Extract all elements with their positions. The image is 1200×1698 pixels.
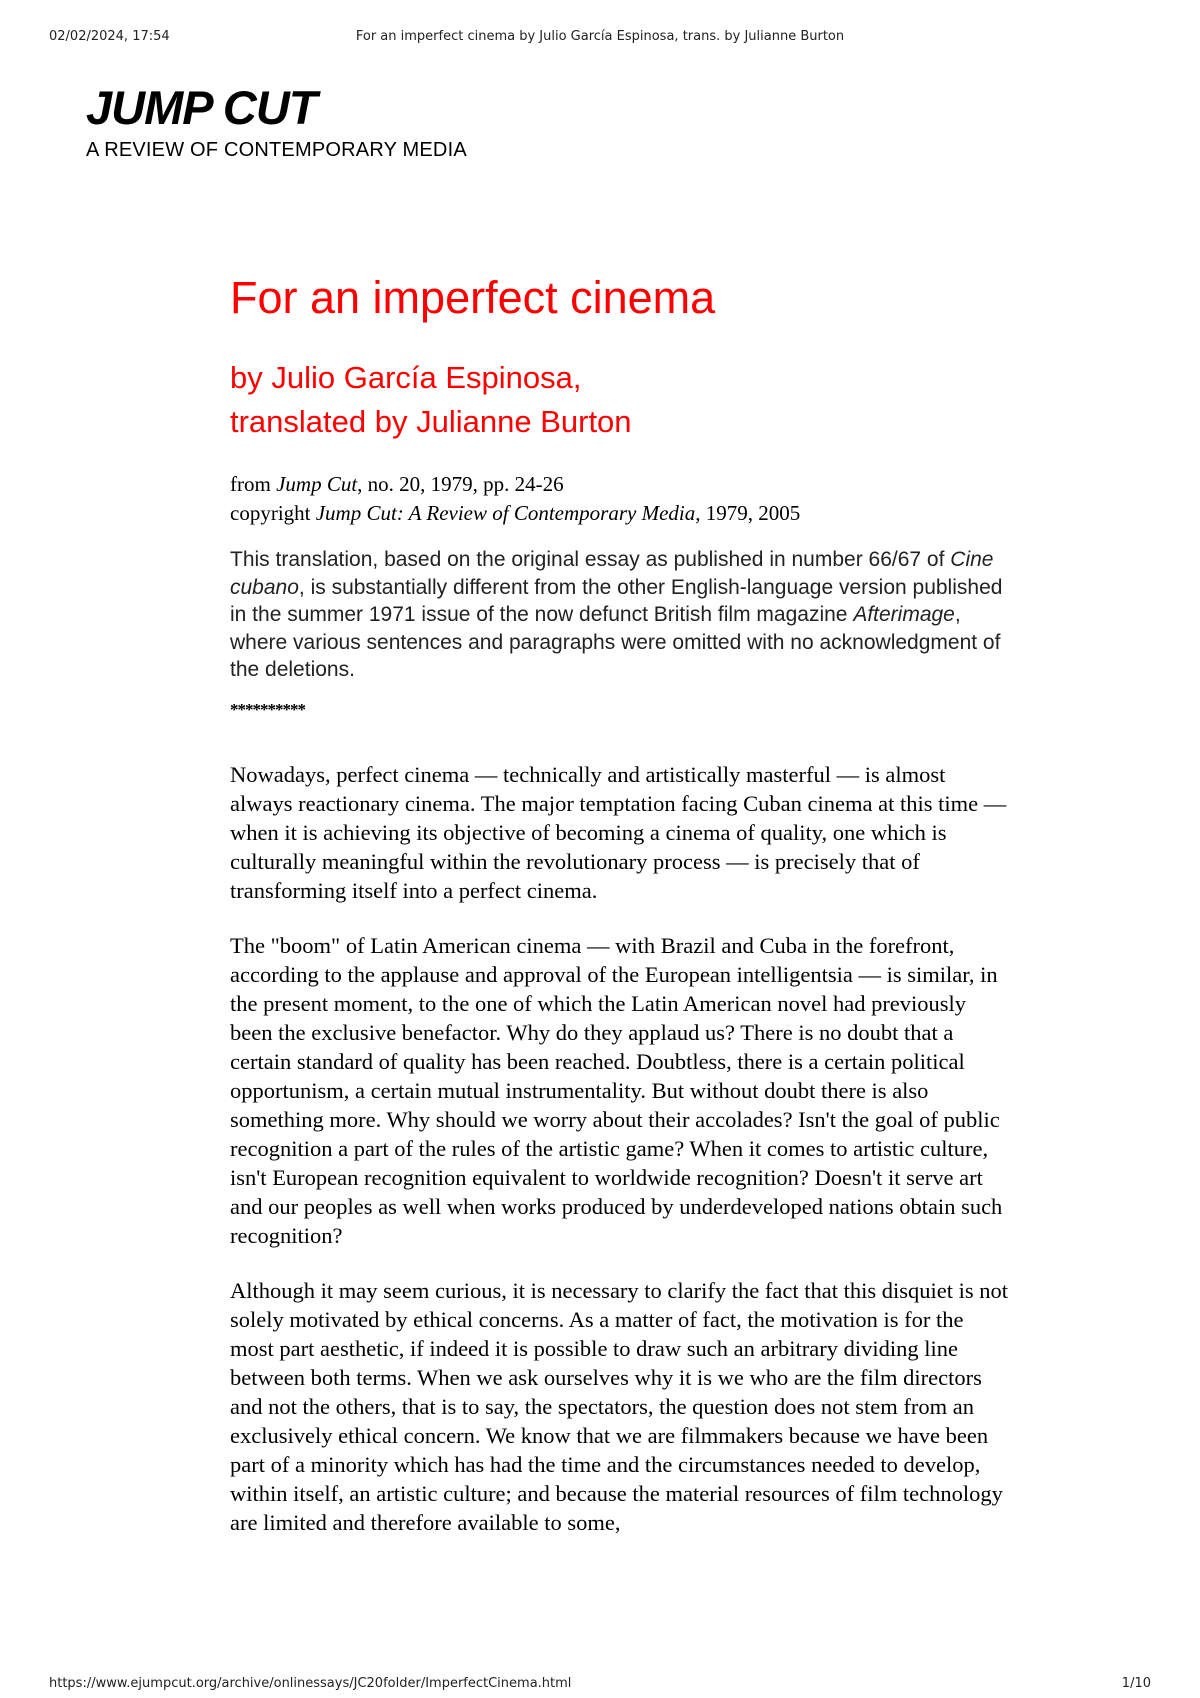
body-paragraph-1: Nowadays, perfect cinema — technically and artistically masterful — is almost always reactionary cinema. The major temptation facing Cuban cinema at this time — when it is achieving its objective of becoming a cinema of quality, one which is culturally meaningful within the revolutionary process — is precisely that of transforming itself into a perfect cinema. xyxy=(230,761,1007,903)
copyright-prefix: copyright xyxy=(230,501,316,525)
article-title: For an imperfect cinema xyxy=(230,272,716,323)
citation-copyright xyxy=(230,499,1010,528)
note-source-title: Cine cubano xyxy=(230,548,994,599)
citation-issue: , no. 20, 1979, pp. 24-26 xyxy=(357,472,564,496)
byline-translator: translated by Julianne Burton xyxy=(230,404,632,439)
citation-journal: Jump Cut xyxy=(276,472,358,496)
site-tagline: A REVIEW OF CONTEMPORARY MEDIA xyxy=(86,139,467,161)
print-footer xyxy=(49,1676,1151,1694)
copyright-journal: Jump Cut: A Review of Contemporary Media xyxy=(315,501,696,525)
note-text-1: This translation, based on the original essay as published in number 66/67 of xyxy=(230,548,951,571)
citation-from-prefix: from xyxy=(230,472,277,496)
translation-note xyxy=(230,546,1010,684)
article xyxy=(230,270,1010,1537)
citation-source xyxy=(230,470,1010,499)
print-url: https://www.ejumpcut.org/archive/onlinessays/JC20folder/ImperfectCinema.html xyxy=(49,1676,572,1691)
section-separator: ********** xyxy=(230,699,305,719)
body-paragraph-3: Although it may seem curious, it is necessary to clarify the fact that this disquiet is not solely motivated by ethical concerns. As a matter of fact, the motivation is for the most part aesthetic, if indeed it is possible to draw such an arbitrary dividing line between both terms. When we ask ourselves why it is we who are the film directors and not the others, that is to say, the spectators, the question does not stem from an exclusively ethical concern. We know that we are filmmakers because we have been part of a minority which has had the time and the circumstances needed to develop, within itself, an artistic culture; and because the material resources of film technology are limited and therefore available to some, xyxy=(230,1277,1008,1535)
byline-author: by Julio García Espinosa, xyxy=(230,360,582,395)
print-timestamp: 02/02/2024, 17:54 xyxy=(49,29,170,44)
print-page-number: 1/10 xyxy=(1121,1676,1151,1691)
note-text-2: , is substantially different from the other English-language version published in the summer 1971 issue of the now defunct British film magazine xyxy=(230,575,1003,626)
copyright-years: , 1979, 2005 xyxy=(695,501,801,525)
note-magazine-title: Afterimage xyxy=(853,603,955,626)
site-logo-text[interactable]: JUMP CUT xyxy=(86,81,317,134)
article-byline xyxy=(230,356,1010,444)
print-header xyxy=(49,29,1151,49)
citation xyxy=(230,470,1010,528)
note-text-3: , where various sentences and paragraphs were omitted with no acknowledgment of the deletions. xyxy=(230,603,1001,681)
masthead xyxy=(86,81,467,162)
body-paragraph-2: The "boom" of Latin American cinema — with Brazil and Cuba in the forefront, according to the applause and approval of the European intelligentsia — is similar, in the present moment, to the one of which the Latin American novel had previously been the exclusive benefactor. Why do they applaud us? There is no doubt that a certain standard of quality has been reached. Doubtless, there is a certain political opportunism, a certain mutual instrumentality. But without doubt there is also something more. Why should we worry about their accolades? Isn't the goal of public recognition a part of the rules of the artistic game? When it comes to artistic culture, isn't European recognition equivalent to worldwide recognition? Doesn't it serve art and our peoples as well when works produced by underdeveloped nations obtain such recognition? xyxy=(230,932,1003,1248)
print-document-title: For an imperfect cinema by Julio García Espinosa, trans. by Julianne Burton xyxy=(355,29,845,44)
